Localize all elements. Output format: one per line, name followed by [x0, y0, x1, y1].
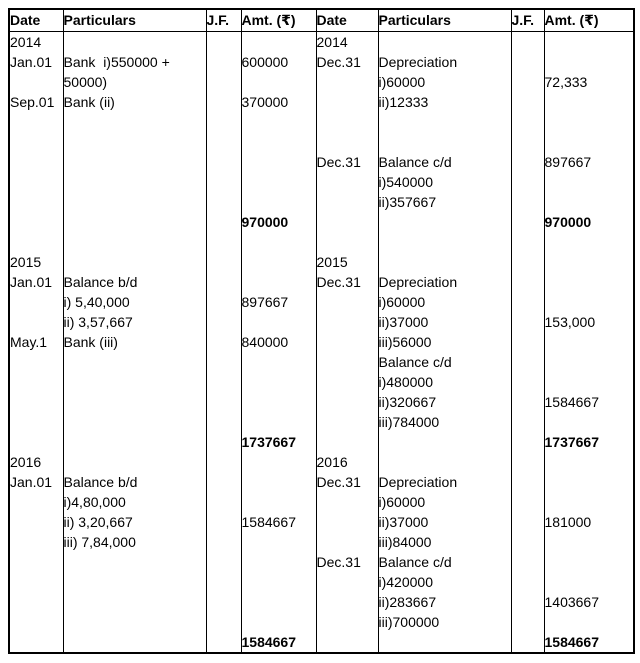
cell-debit-jf — [206, 212, 241, 232]
cell-debit-amount: 370000 — [241, 92, 316, 112]
cell-credit-date — [316, 532, 378, 552]
cell-credit-jf — [511, 612, 544, 632]
cell-credit-particulars: i)420000 — [378, 572, 511, 592]
column-header-credit-jf: J.F. — [511, 9, 544, 32]
column-header-debit-particulars: Particulars — [63, 9, 206, 32]
cell-credit-amount — [544, 372, 634, 392]
cell-credit-jf — [511, 212, 544, 232]
total-row — [9, 432, 634, 452]
cell-debit-jf — [206, 352, 241, 372]
cell-debit-particulars: ii) 3,20,667 — [63, 512, 206, 532]
ledger-row — [9, 52, 634, 72]
cell-debit-particulars — [63, 232, 206, 252]
cell-debit-jf — [206, 552, 241, 572]
cell-debit-amount — [241, 552, 316, 572]
cell-debit-jf — [206, 432, 241, 452]
cell-debit-amount: 1584667 — [241, 512, 316, 532]
cell-credit-amount: 1403667 — [544, 592, 634, 612]
cell-credit-jf — [511, 72, 544, 92]
cell-credit-date: 2016 — [316, 452, 378, 472]
total-row — [9, 632, 634, 653]
cell-debit-particulars — [63, 432, 206, 452]
cell-credit-amount — [544, 452, 634, 472]
cell-debit-jf — [206, 232, 241, 252]
cell-credit-date — [316, 492, 378, 512]
cell-debit-jf — [206, 272, 241, 292]
ledger-row — [9, 552, 634, 572]
cell-debit-particulars — [63, 412, 206, 432]
ledger-row — [9, 512, 634, 532]
cell-credit-particulars: ii)283667 — [378, 592, 511, 612]
cell-credit-jf — [511, 392, 544, 412]
cell-debit-date — [9, 632, 63, 653]
cell-debit-jf — [206, 52, 241, 72]
cell-credit-amount — [544, 292, 634, 312]
cell-credit-date: 2014 — [316, 32, 378, 53]
cell-debit-amount — [241, 452, 316, 472]
cell-credit-amount — [544, 332, 634, 352]
cell-credit-amount — [544, 52, 634, 72]
cell-debit-particulars: iii) 7,84,000 — [63, 532, 206, 552]
cell-debit-particulars — [63, 592, 206, 612]
cell-credit-amount — [544, 352, 634, 372]
ledger-row — [9, 332, 634, 352]
cell-debit-particulars — [63, 572, 206, 592]
cell-debit-particulars: i) 5,40,000 — [63, 292, 206, 312]
ledger-row — [9, 352, 634, 372]
cell-credit-jf — [511, 132, 544, 152]
cell-debit-jf — [206, 32, 241, 53]
cell-credit-amount — [544, 192, 634, 212]
cell-debit-date — [9, 372, 63, 392]
cell-credit-particulars — [378, 132, 511, 152]
cell-debit-amount — [241, 492, 316, 512]
cell-debit-date — [9, 612, 63, 632]
cell-credit-jf — [511, 352, 544, 372]
ledger-row — [9, 492, 634, 512]
cell-credit-date — [316, 432, 378, 452]
column-header-debit-amount: Amt. (₹) — [241, 9, 316, 32]
cell-credit-date — [316, 92, 378, 112]
cell-debit-jf — [206, 152, 241, 172]
cell-credit-particulars: i)60000 — [378, 492, 511, 512]
ledger-row — [9, 612, 634, 632]
cell-debit-jf — [206, 512, 241, 532]
cell-debit-jf — [206, 632, 241, 653]
cell-debit-jf — [206, 392, 241, 412]
cell-debit-jf — [206, 612, 241, 632]
cell-debit-jf — [206, 132, 241, 152]
cell-debit-date — [9, 192, 63, 212]
cell-credit-date — [316, 112, 378, 132]
cell-debit-particulars — [63, 612, 206, 632]
cell-debit-amount: 897667 — [241, 292, 316, 312]
column-header-debit-jf: J.F. — [206, 9, 241, 32]
cell-debit-particulars — [63, 152, 206, 172]
cell-credit-jf — [511, 232, 544, 252]
cell-credit-amount — [544, 612, 634, 632]
ledger-row — [9, 312, 634, 332]
cell-debit-date — [9, 212, 63, 232]
cell-debit-amount — [241, 592, 316, 612]
cell-credit-amount — [544, 92, 634, 112]
cell-credit-particulars: ii)320667 — [378, 392, 511, 412]
cell-credit-date: Dec.31 — [316, 272, 378, 292]
cell-credit-jf — [511, 632, 544, 653]
cell-debit-jf — [206, 472, 241, 492]
cell-credit-particulars: Balance c/d — [378, 152, 511, 172]
cell-credit-date: Dec.31 — [316, 152, 378, 172]
total-row — [9, 212, 634, 232]
cell-credit-date — [316, 412, 378, 432]
cell-debit-particulars — [63, 632, 206, 653]
cell-debit-jf — [206, 372, 241, 392]
cell-debit-amount — [241, 112, 316, 132]
ledger-row — [9, 372, 634, 392]
cell-credit-particulars: ii)37000 — [378, 512, 511, 532]
cell-credit-particulars — [378, 252, 511, 272]
cell-credit-jf — [511, 312, 544, 332]
cell-debit-amount — [241, 612, 316, 632]
cell-debit-date — [9, 572, 63, 592]
cell-credit-particulars: Balance c/d — [378, 352, 511, 372]
cell-debit-particulars: 50000) — [63, 72, 206, 92]
cell-debit-jf — [206, 292, 241, 312]
cell-credit-amount: 153,000 — [544, 312, 634, 332]
cell-debit-amount — [241, 152, 316, 172]
cell-debit-particulars — [63, 212, 206, 232]
cell-debit-particulars — [63, 32, 206, 53]
cell-credit-date — [316, 612, 378, 632]
cell-debit-amount — [241, 172, 316, 192]
cell-credit-amount — [544, 532, 634, 552]
cell-debit-amount — [241, 392, 316, 412]
cell-debit-date: May.1 — [9, 332, 63, 352]
column-header-credit-particulars: Particulars — [378, 9, 511, 32]
cell-debit-particulars: Bank i)550000 + — [63, 52, 206, 72]
cell-debit-particulars — [63, 112, 206, 132]
cell-debit-date — [9, 592, 63, 612]
cell-credit-amount — [544, 112, 634, 132]
cell-credit-date — [316, 312, 378, 332]
ledger-row — [9, 252, 634, 272]
ledger-row — [9, 232, 634, 252]
cell-debit-amount — [241, 252, 316, 272]
cell-credit-jf — [511, 272, 544, 292]
cell-debit-date — [9, 232, 63, 252]
cell-credit-particulars — [378, 632, 511, 653]
cell-debit-particulars — [63, 252, 206, 272]
cell-debit-amount — [241, 352, 316, 372]
cell-debit-amount — [241, 232, 316, 252]
cell-credit-particulars — [378, 112, 511, 132]
cell-debit-jf — [206, 72, 241, 92]
ledger-row — [9, 92, 634, 112]
cell-debit-date — [9, 312, 63, 332]
cell-credit-jf — [511, 112, 544, 132]
cell-credit-date: Dec.31 — [316, 52, 378, 72]
ledger-body — [9, 32, 634, 654]
cell-debit-jf — [206, 412, 241, 432]
cell-debit-date: Sep.01 — [9, 92, 63, 112]
cell-credit-particulars: Depreciation — [378, 52, 511, 72]
cell-debit-particulars — [63, 552, 206, 572]
cell-credit-amount — [544, 412, 634, 432]
ledger-row — [9, 592, 634, 612]
cell-credit-jf — [511, 432, 544, 452]
cell-debit-particulars: i)4,80,000 — [63, 492, 206, 512]
cell-credit-amount — [544, 172, 634, 192]
cell-debit-particulars — [63, 132, 206, 152]
cell-credit-amount: 1584667 — [544, 392, 634, 412]
cell-debit-amount — [241, 132, 316, 152]
cell-debit-date — [9, 132, 63, 152]
cell-debit-jf — [206, 332, 241, 352]
cell-credit-jf — [511, 492, 544, 512]
cell-credit-jf — [511, 152, 544, 172]
ledger-row — [9, 532, 634, 552]
cell-debit-particulars: Balance b/d — [63, 472, 206, 492]
ledger-row — [9, 72, 634, 92]
cell-debit-date — [9, 492, 63, 512]
cell-credit-jf — [511, 412, 544, 432]
cell-credit-jf — [511, 572, 544, 592]
cell-credit-date — [316, 352, 378, 372]
cell-credit-particulars — [378, 432, 511, 452]
cell-debit-jf — [206, 572, 241, 592]
cell-credit-amount — [544, 472, 634, 492]
cell-credit-jf — [511, 552, 544, 572]
cell-credit-particulars: i)480000 — [378, 372, 511, 392]
cell-credit-date: Dec.31 — [316, 552, 378, 572]
cell-credit-amount — [544, 232, 634, 252]
cell-debit-date: 2015 — [9, 252, 63, 272]
cell-credit-jf — [511, 472, 544, 492]
cell-debit-amount — [241, 572, 316, 592]
cell-debit-particulars — [63, 392, 206, 412]
cell-debit-amount — [241, 32, 316, 53]
cell-credit-amount: 181000 — [544, 512, 634, 532]
cell-debit-date — [9, 532, 63, 552]
ledger-row — [9, 152, 634, 172]
cell-credit-date — [316, 572, 378, 592]
cell-debit-jf — [206, 172, 241, 192]
cell-credit-date — [316, 292, 378, 312]
cell-debit-date — [9, 512, 63, 532]
ledger-row — [9, 452, 634, 472]
cell-debit-date — [9, 392, 63, 412]
cell-credit-particulars: ii)357667 — [378, 192, 511, 212]
cell-debit-particulars: Bank (ii) — [63, 92, 206, 112]
cell-credit-date — [316, 632, 378, 653]
cell-debit-jf — [206, 532, 241, 552]
cell-credit-particulars: iii)84000 — [378, 532, 511, 552]
cell-credit-particulars: Balance c/d — [378, 552, 511, 572]
ledger-row — [9, 272, 634, 292]
cell-debit-jf — [206, 252, 241, 272]
cell-credit-amount: 1584667 — [544, 632, 634, 653]
cell-credit-amount: 970000 — [544, 212, 634, 232]
cell-debit-amount — [241, 72, 316, 92]
cell-credit-jf — [511, 252, 544, 272]
cell-credit-date — [316, 72, 378, 92]
cell-credit-date — [316, 592, 378, 612]
cell-credit-particulars: Depreciation — [378, 472, 511, 492]
cell-debit-amount: 970000 — [241, 212, 316, 232]
cell-credit-particulars: Depreciation — [378, 272, 511, 292]
cell-debit-jf — [206, 112, 241, 132]
ledger-row — [9, 132, 634, 152]
cell-debit-amount: 1737667 — [241, 432, 316, 452]
cell-debit-amount: 1584667 — [241, 632, 316, 653]
cell-debit-jf — [206, 452, 241, 472]
column-header-credit-amount: Amt. (₹) — [544, 9, 634, 32]
cell-credit-jf — [511, 172, 544, 192]
cell-debit-jf — [206, 492, 241, 512]
cell-debit-date: Jan.01 — [9, 472, 63, 492]
cell-credit-jf — [511, 452, 544, 472]
cell-debit-date: 2016 — [9, 452, 63, 472]
cell-credit-jf — [511, 92, 544, 112]
cell-debit-date: Jan.01 — [9, 272, 63, 292]
ledger-row — [9, 32, 634, 53]
cell-credit-particulars — [378, 212, 511, 232]
cell-debit-particulars: Bank (iii) — [63, 332, 206, 352]
cell-credit-date: 2015 — [316, 252, 378, 272]
cell-debit-date — [9, 112, 63, 132]
cell-credit-amount: 897667 — [544, 152, 634, 172]
ledger-row — [9, 292, 634, 312]
cell-debit-amount: 600000 — [241, 52, 316, 72]
cell-credit-particulars: iii)56000 — [378, 332, 511, 352]
cell-credit-amount: 72,333 — [544, 72, 634, 92]
cell-debit-date — [9, 552, 63, 572]
cell-credit-date — [316, 332, 378, 352]
cell-debit-amount — [241, 472, 316, 492]
cell-credit-amount — [544, 552, 634, 572]
ledger-row — [9, 192, 634, 212]
ledger-row — [9, 172, 634, 192]
cell-debit-date: 2014 — [9, 32, 63, 53]
cell-credit-jf — [511, 292, 544, 312]
cell-credit-jf — [511, 52, 544, 72]
cell-debit-jf — [206, 592, 241, 612]
cell-debit-amount — [241, 312, 316, 332]
cell-credit-date — [316, 172, 378, 192]
ledger-row — [9, 112, 634, 132]
ledger-account-table — [8, 8, 635, 654]
cell-debit-particulars — [63, 452, 206, 472]
cell-debit-date — [9, 172, 63, 192]
cell-credit-particulars — [378, 232, 511, 252]
cell-credit-date — [316, 212, 378, 232]
cell-credit-particulars: i)60000 — [378, 292, 511, 312]
cell-credit-particulars: i)540000 — [378, 172, 511, 192]
cell-credit-jf — [511, 372, 544, 392]
cell-debit-amount: 840000 — [241, 332, 316, 352]
cell-debit-date — [9, 352, 63, 372]
cell-debit-amount — [241, 372, 316, 392]
ledger-row — [9, 472, 634, 492]
cell-credit-date — [316, 512, 378, 532]
cell-credit-date: Dec.31 — [316, 472, 378, 492]
cell-debit-date — [9, 412, 63, 432]
cell-debit-particulars — [63, 172, 206, 192]
cell-debit-jf — [206, 92, 241, 112]
cell-credit-particulars: i)60000 — [378, 72, 511, 92]
cell-credit-particulars: ii)37000 — [378, 312, 511, 332]
cell-credit-date — [316, 132, 378, 152]
cell-credit-particulars — [378, 452, 511, 472]
ledger-row — [9, 392, 634, 412]
cell-debit-amount — [241, 412, 316, 432]
cell-credit-date — [316, 372, 378, 392]
cell-debit-amount — [241, 272, 316, 292]
cell-credit-jf — [511, 192, 544, 212]
cell-credit-amount — [544, 252, 634, 272]
ledger-header-row — [9, 9, 634, 32]
cell-credit-date — [316, 232, 378, 252]
cell-debit-amount — [241, 532, 316, 552]
cell-credit-particulars: iii)784000 — [378, 412, 511, 432]
cell-debit-particulars: ii) 3,57,667 — [63, 312, 206, 332]
cell-credit-jf — [511, 592, 544, 612]
cell-credit-jf — [511, 532, 544, 552]
cell-credit-amount: 1737667 — [544, 432, 634, 452]
cell-credit-date — [316, 392, 378, 412]
ledger-row — [9, 572, 634, 592]
cell-credit-particulars — [378, 32, 511, 53]
column-header-debit-date: Date — [9, 9, 63, 32]
cell-debit-amount — [241, 192, 316, 212]
ledger-row — [9, 412, 634, 432]
cell-debit-particulars: Balance b/d — [63, 272, 206, 292]
column-header-credit-date: Date — [316, 9, 378, 32]
cell-credit-amount — [544, 132, 634, 152]
cell-debit-date — [9, 152, 63, 172]
cell-credit-amount — [544, 32, 634, 53]
cell-credit-date — [316, 192, 378, 212]
cell-credit-amount — [544, 572, 634, 592]
cell-credit-particulars: ii)12333 — [378, 92, 511, 112]
cell-debit-date — [9, 292, 63, 312]
cell-debit-particulars — [63, 192, 206, 212]
cell-credit-jf — [511, 332, 544, 352]
cell-debit-date — [9, 72, 63, 92]
cell-credit-jf — [511, 512, 544, 532]
cell-debit-jf — [206, 312, 241, 332]
cell-credit-particulars: iii)700000 — [378, 612, 511, 632]
cell-debit-particulars — [63, 352, 206, 372]
cell-debit-date — [9, 432, 63, 452]
cell-credit-amount — [544, 272, 634, 292]
cell-debit-jf — [206, 192, 241, 212]
cell-credit-jf — [511, 32, 544, 53]
cell-debit-date: Jan.01 — [9, 52, 63, 72]
cell-credit-amount — [544, 492, 634, 512]
cell-debit-particulars — [63, 372, 206, 392]
